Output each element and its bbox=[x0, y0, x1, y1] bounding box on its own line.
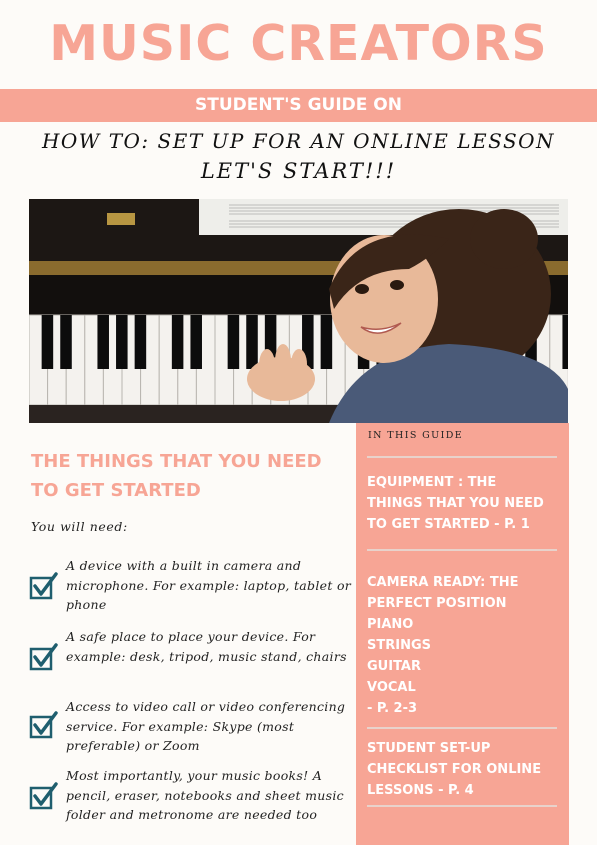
sidebar-entry-checklist: STUDENT SET-UP CHECKLIST FOR ONLINE LESSONS - P. 4 bbox=[367, 741, 542, 798]
sidebar-label: IN THIS GUIDE bbox=[368, 430, 464, 441]
piano-black-key bbox=[246, 315, 258, 369]
hero-photo-girl-at-piano bbox=[29, 199, 568, 423]
checkbox-checked-icon bbox=[29, 782, 59, 810]
howto-heading: HOW TO: SET UP FOR AN ONLINE LESSON bbox=[41, 129, 556, 153]
piano-black-key bbox=[135, 315, 147, 369]
start-heading: LET'S START!!! bbox=[200, 159, 397, 183]
checkbox-checked-icon bbox=[29, 572, 59, 600]
sidebar-divider bbox=[367, 727, 557, 729]
piano-black-key bbox=[228, 315, 240, 369]
piano-black-key bbox=[172, 315, 184, 369]
piano-black-key bbox=[60, 315, 72, 369]
section-heading: THE THINGS THAT YOU NEED TO GET STARTED bbox=[31, 451, 322, 501]
sidebar-entry-camera-ready: CAMERA READY: THE PERFECT POSITION PIANO STRINGS GUITAR VOCAL - P. 2-3 bbox=[367, 575, 519, 716]
need-label: You will need: bbox=[31, 519, 128, 534]
piano-black-key bbox=[116, 315, 128, 369]
subtitle-band-text: STUDENT'S GUIDE ON bbox=[195, 95, 402, 115]
sidebar-divider bbox=[367, 805, 557, 807]
checkbox-checked-icon bbox=[29, 643, 59, 671]
list-item-text: A device with a built in camera and microphone. For example: laptop, tablet or phone bbox=[66, 558, 352, 612]
checkbox-checked-icon bbox=[29, 711, 59, 739]
piano-black-key bbox=[97, 315, 109, 369]
piano-black-key bbox=[42, 315, 54, 369]
sidebar-entry-equipment: EQUIPMENT : THE THINGS THAT YOU NEED TO GET STARTED - P. 1 bbox=[367, 475, 544, 532]
sidebar-divider bbox=[367, 549, 557, 551]
list-item-text: A safe place to place your device. For example: desk, tripod, music stand, chairs bbox=[66, 629, 347, 664]
list-item-text: Most importantly, your music books! A pencil, eraser, notebooks and sheet music folder and metronome are needed too bbox=[66, 768, 344, 822]
list-item-text: Access to video call or video conferencing service. For example: Skype (most preferable) or Zoom bbox=[66, 699, 346, 753]
piano-black-key bbox=[562, 315, 568, 369]
page-title: MUSIC CREATORS bbox=[49, 15, 548, 72]
piano-black-key bbox=[321, 315, 333, 369]
piano-black-key bbox=[190, 315, 202, 369]
sidebar-divider bbox=[367, 456, 557, 458]
